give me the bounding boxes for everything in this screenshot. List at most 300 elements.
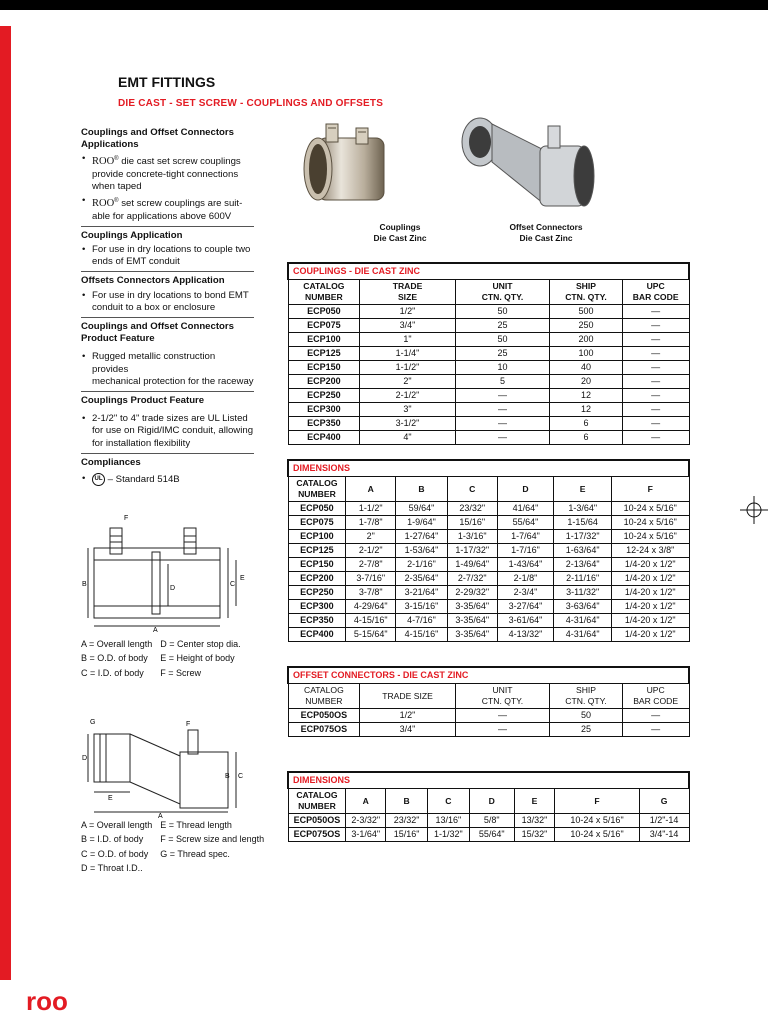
table-cell: 6 — [550, 417, 623, 431]
column-header — [346, 477, 396, 502]
table-cell: 1-3/64" — [554, 502, 612, 516]
table-cell: — — [622, 319, 689, 333]
catalog-number-cell: ECP200 — [288, 572, 346, 586]
column-header-line: BAR CODE — [632, 292, 679, 302]
dim-label-f: F — [124, 515, 129, 522]
table-cell: 20 — [550, 375, 623, 389]
table-row — [288, 558, 689, 572]
table-row — [288, 600, 689, 614]
table-cell: 3-63/64" — [554, 600, 612, 614]
column-header — [360, 280, 456, 305]
section-heading: Couplings and Offset Connectors Applications — [81, 127, 234, 151]
table-cell: 13/32" — [514, 814, 555, 828]
table-cell: 1-17/32" — [447, 544, 497, 558]
column-header-line: SHIP — [575, 281, 597, 291]
column-header-line: NUMBER — [305, 292, 343, 302]
table-cell: 50 — [455, 305, 549, 319]
dim-label-e: E — [108, 795, 113, 802]
table-cell: 1-53/64" — [396, 544, 448, 558]
dim-label-d: D — [170, 585, 176, 592]
column-header-line: CATALOG — [303, 281, 345, 291]
legend-item: B = I.D. of body — [81, 834, 144, 845]
table-cell: 10-24 x 5/16" — [555, 814, 639, 828]
table-cell: 200 — [550, 333, 623, 347]
table-title: COUPLINGS - DIE CAST ZINC — [288, 263, 689, 280]
table-cell: 5 — [455, 375, 549, 389]
table-cell: — — [622, 333, 689, 347]
table-row — [288, 502, 689, 516]
bullet-item: • UL – Standard 514B — [81, 473, 254, 486]
table-cell: 23/32" — [447, 502, 497, 516]
catalog-number-cell: ECP100 — [288, 530, 346, 544]
table-cell: 1/4-20 x 1/2" — [612, 628, 689, 642]
table-cell: 25 — [455, 347, 549, 361]
table-cell: 1-1/2" — [360, 361, 456, 375]
table-row — [288, 572, 689, 586]
table-cell: 1/2"-14 — [639, 814, 689, 828]
table-cell: 1-17/32" — [554, 530, 612, 544]
legend-item: C = O.D. of body — [81, 848, 149, 859]
column-header-line: SHIP — [575, 685, 597, 695]
section-product-feature — [81, 321, 254, 392]
page-subtitle: DIE CAST - SET SCREW - COUPLINGS AND OFFSETS — [118, 98, 384, 109]
table-cell: 2-1/8" — [497, 572, 554, 586]
bullet-item: • For use in dry locations to couple two ends of EMT conduit — [81, 244, 254, 268]
bullet-item: • Rugged metallic construction provides mechanical protection for the raceway — [81, 351, 254, 388]
svg-text:roo: roo — [26, 988, 68, 1016]
table-row — [288, 361, 689, 375]
table-cell: 1/4-20 x 1/2" — [612, 572, 689, 586]
section-heading: Offsets Connectors Application — [81, 275, 225, 287]
column-header-line: CATALOG — [304, 685, 344, 695]
catalog-number-cell: ECP075OS — [288, 828, 346, 842]
column-header-line: CTN. QTY. — [565, 292, 607, 302]
table-row — [288, 417, 689, 431]
section-heading: Couplings Application — [81, 229, 183, 241]
catalog-number-cell: ECP050OS — [288, 814, 346, 828]
column-header-line: A — [362, 795, 369, 806]
column-header-line: E — [579, 483, 586, 494]
dim-label-a: A — [153, 627, 158, 634]
section-heading: Compliances — [81, 456, 141, 468]
catalog-number-cell: ECP075OS — [288, 723, 360, 737]
catalog-number-cell: ECP400 — [288, 628, 346, 642]
top-black-bar — [0, 0, 768, 10]
table-row — [288, 544, 689, 558]
couplings-dimensions-table — [287, 459, 690, 642]
offset-connector-drawing — [80, 712, 250, 818]
column-header-line: C — [445, 795, 452, 806]
table-cell: 3-21/64" — [396, 586, 448, 600]
catalog-number-cell: ECP250 — [288, 389, 360, 403]
table-cell: 41/64" — [497, 502, 554, 516]
table-cell: — — [455, 417, 549, 431]
column-header-line: CATALOG — [296, 790, 338, 800]
bullet-item: • ROO® die cast set screw couplings provide concrete-tight connections when taped — [81, 153, 254, 193]
table-row — [288, 319, 689, 333]
section-compliances — [81, 457, 254, 486]
table-cell: 12 — [550, 389, 623, 403]
table-cell: 10-24 x 5/16" — [612, 502, 689, 516]
legend-item: D = Throat I.D.. — [81, 863, 143, 874]
column-header-line: UNIT — [492, 281, 513, 291]
page-title: EMT FITTINGS — [118, 74, 216, 90]
bullet-item: • ROO® set screw couplings are suit- able for applications above 600V — [81, 195, 254, 223]
column-header — [550, 684, 623, 709]
table-cell: 55/64" — [497, 516, 554, 530]
legend-item: F = Screw — [160, 667, 202, 678]
table-cell: 40 — [550, 361, 623, 375]
table-row — [288, 814, 689, 828]
table-cell: 5/8" — [469, 814, 514, 828]
catalog-number-cell: ECP050 — [288, 305, 360, 319]
section-offsets-application — [81, 275, 254, 318]
table-cell: 3-15/16" — [396, 600, 448, 614]
column-header — [514, 789, 555, 814]
table-cell: 3-35/64" — [447, 600, 497, 614]
column-header-line: CTN. QTY. — [481, 696, 524, 706]
table-row — [288, 403, 689, 417]
catalog-number-cell: ECP125 — [288, 347, 360, 361]
legend-row — [81, 847, 272, 861]
column-header-line: F — [594, 795, 600, 806]
table-row — [288, 828, 689, 842]
table-cell: 23/32" — [386, 814, 428, 828]
table-row — [288, 375, 689, 389]
coupling-legend — [81, 637, 249, 680]
catalog-number-cell: ECP300 — [288, 403, 360, 417]
table-cell: 3-61/64" — [497, 614, 554, 628]
table-cell: — — [455, 403, 549, 417]
table-cell: — — [622, 417, 689, 431]
coupling-drawing — [80, 508, 250, 634]
legend-row — [81, 832, 272, 846]
table-cell: — — [622, 305, 689, 319]
table-cell: 1-9/64" — [396, 516, 448, 530]
column-header-line: UNIT — [492, 685, 513, 695]
column-header — [288, 477, 346, 502]
column-header — [555, 789, 639, 814]
table-cell: 59/64" — [396, 502, 448, 516]
legend-item: C = I.D. of body — [81, 667, 144, 678]
table-cell: — — [622, 403, 689, 417]
table-cell: — — [622, 361, 689, 375]
table-cell: 3-35/64" — [447, 628, 497, 642]
legend-item: G = Thread spec. — [160, 848, 230, 859]
column-header-line: D — [488, 795, 495, 806]
catalog-number-cell: ECP400 — [288, 431, 360, 445]
offset-photo-caption: Offset Connectors Die Cast Zinc — [509, 222, 583, 243]
roo-logo-icon — [26, 988, 78, 1016]
table-cell: — — [622, 389, 689, 403]
table-row — [288, 305, 689, 319]
section-heading: Couplings and Offset Connectors Product Feature — [81, 321, 234, 345]
table-cell: 2-29/32" — [447, 586, 497, 600]
column-header — [386, 789, 428, 814]
table-cell: 1-27/64" — [396, 530, 448, 544]
table-cell: 3-1/64" — [346, 828, 386, 842]
table-cell: 10-24 x 5/16" — [612, 530, 689, 544]
table-cell: 500 — [550, 305, 623, 319]
table-cell: 1-63/64" — [554, 544, 612, 558]
column-header-line: UPC — [646, 281, 665, 291]
table-cell: 2" — [360, 375, 456, 389]
column-header-line: BAR CODE — [633, 696, 679, 706]
column-header-line: C — [469, 483, 476, 494]
table-cell: 1-7/8" — [346, 516, 396, 530]
dim-label-g: G — [90, 719, 96, 726]
table-cell: 3-1/2" — [360, 417, 456, 431]
table-cell: 2-1/2" — [360, 389, 456, 403]
catalog-number-cell: ECP075 — [288, 516, 346, 530]
column-header-line: D — [522, 483, 529, 494]
table-cell: 50 — [455, 333, 549, 347]
table-cell: 3" — [360, 403, 456, 417]
left-red-bar — [0, 26, 11, 980]
dim-label-c: C — [230, 581, 236, 588]
table-cell: 3-35/64" — [447, 614, 497, 628]
table-cell: 2-13/64" — [554, 558, 612, 572]
legend-item: E = Height of body — [160, 653, 235, 664]
column-header — [360, 684, 455, 709]
dim-label-c: C — [238, 773, 244, 780]
catalog-number-cell: ECP350 — [288, 614, 346, 628]
column-header — [288, 280, 360, 305]
table-cell: 1-49/64" — [447, 558, 497, 572]
table-cell: 3/4"-14 — [639, 828, 689, 842]
catalog-number-cell: ECP050OS — [288, 709, 360, 723]
table-cell: 10 — [455, 361, 549, 375]
column-header-line: CTN. QTY. — [481, 292, 524, 302]
section-couplings-feature — [81, 395, 254, 454]
table-cell: 3/4" — [360, 723, 455, 737]
table-row — [288, 389, 689, 403]
legend-row — [81, 651, 249, 665]
column-header — [455, 684, 549, 709]
table-cell: 6 — [550, 431, 623, 445]
legend-item: A = Overall length — [81, 639, 153, 649]
catalog-number-cell: ECP150 — [288, 558, 346, 572]
catalog-number-cell: ECP200 — [288, 375, 360, 389]
table-cell: 1/4-20 x 1/2" — [612, 586, 689, 600]
legend-row — [81, 637, 249, 651]
table-cell: 2-7/32" — [447, 572, 497, 586]
table-cell: 4-13/32" — [497, 628, 554, 642]
table-cell: 3-7/8" — [346, 586, 396, 600]
section-couplings-application — [81, 230, 254, 273]
couplings-table — [287, 262, 690, 445]
legend-item: B = O.D. of body — [81, 653, 148, 664]
column-header-line: CTN. QTY. — [565, 696, 607, 706]
table-cell: 4" — [360, 431, 456, 445]
table-cell: — — [455, 389, 549, 403]
legend-row — [81, 666, 249, 680]
column-header-line: NUMBER — [305, 696, 343, 706]
column-header — [288, 789, 346, 814]
table-cell: 100 — [550, 347, 623, 361]
catalog-number-cell: ECP150 — [288, 361, 360, 375]
table-cell: — — [622, 709, 689, 723]
legend-row — [81, 818, 272, 832]
sidebar — [81, 127, 254, 486]
table-cell: 4-29/64" — [346, 600, 396, 614]
bullet-item: • For use in dry locations to bond EMT conduit to a box or enclosure — [81, 290, 254, 314]
column-header — [554, 477, 612, 502]
table-cell: 1/4-20 x 1/2" — [612, 614, 689, 628]
table-cell: 1-7/64" — [497, 530, 554, 544]
column-header-line: TRADE SIZE — [382, 690, 433, 701]
column-header — [455, 280, 549, 305]
column-header-line: CATALOG — [296, 478, 338, 488]
table-cell: 15/32" — [514, 828, 555, 842]
table-cell: 1-7/16" — [497, 544, 554, 558]
table-cell: 5-15/64" — [346, 628, 396, 642]
table-row — [288, 586, 689, 600]
table-cell: 4-31/64" — [554, 628, 612, 642]
table-cell: 4-31/64" — [554, 614, 612, 628]
table-cell: 25 — [550, 723, 623, 737]
table-cell: 1-15/64 — [554, 516, 612, 530]
table-cell: 4-15/16" — [396, 628, 448, 642]
coupling-photo — [296, 116, 406, 216]
offset-legend — [81, 818, 272, 876]
legend-item: E = Thread length — [160, 820, 232, 830]
legend-row — [81, 861, 272, 875]
dim-label-f: F — [186, 721, 191, 728]
table-cell: 2-7/8" — [346, 558, 396, 572]
table-cell: 1-3/16" — [447, 530, 497, 544]
table-row — [288, 431, 689, 445]
column-header-line: E — [531, 795, 538, 806]
table-cell: 4-7/16" — [396, 614, 448, 628]
table-cell: 12-24 x 3/8" — [612, 544, 689, 558]
table-cell: 2-1/16" — [396, 558, 448, 572]
catalog-number-cell: ECP300 — [288, 600, 346, 614]
column-header-line: NUMBER — [298, 801, 336, 811]
column-header — [639, 789, 689, 814]
table-cell: 1-1/32" — [427, 828, 469, 842]
table-cell: 4-15/16" — [346, 614, 396, 628]
column-header-line: B — [418, 483, 425, 494]
table-cell: 3-11/32" — [554, 586, 612, 600]
table-cell: — — [455, 709, 549, 723]
registration-mark-icon — [740, 496, 768, 524]
table-cell: 3/4" — [360, 319, 456, 333]
catalog-number-cell: ECP125 — [288, 544, 346, 558]
table-cell: 1" — [360, 333, 456, 347]
legend-item: A = Overall length — [81, 820, 153, 830]
table-row — [288, 333, 689, 347]
table-cell: 50 — [550, 709, 623, 723]
table-cell: 1-43/64" — [497, 558, 554, 572]
table-cell: 10-24 x 5/16" — [555, 828, 639, 842]
catalog-number-cell: ECP350 — [288, 417, 360, 431]
column-header-line: SIZE — [397, 292, 418, 302]
column-header — [447, 477, 497, 502]
table-cell: — — [622, 375, 689, 389]
table-cell: — — [622, 347, 689, 361]
table-cell: — — [455, 431, 549, 445]
table-cell: 55/64" — [469, 828, 514, 842]
table-cell: 12 — [550, 403, 623, 417]
column-header-line: NUMBER — [298, 489, 336, 499]
ul-listed-icon: UL — [92, 473, 105, 486]
table-cell: 25 — [455, 319, 549, 333]
table-cell: 10-24 x 5/16" — [612, 516, 689, 530]
table-title: DIMENSIONS — [288, 772, 689, 789]
column-header — [612, 477, 689, 502]
dim-label-b: B — [225, 773, 230, 780]
offset-dimensions-table — [287, 771, 690, 842]
table-row — [288, 347, 689, 361]
column-header — [550, 280, 623, 305]
table-row — [288, 516, 689, 530]
offset-connectors-table — [287, 666, 690, 737]
bullet-item: • 2-1/2" to 4" trade sizes are UL Listed for use on Rigid/IMC conduit, allowing for installation flexibility — [81, 413, 254, 450]
column-header — [288, 684, 360, 709]
column-header-line: B — [403, 795, 410, 806]
column-header — [469, 789, 514, 814]
column-header — [497, 477, 554, 502]
column-header-line: A — [367, 483, 374, 494]
table-cell: 1-1/2" — [346, 502, 396, 516]
table-cell: — — [622, 431, 689, 445]
table-cell: 3-7/16" — [346, 572, 396, 586]
dim-label-d: D — [82, 755, 88, 762]
table-cell: 1-1/4" — [360, 347, 456, 361]
table-row — [288, 530, 689, 544]
legend-item: F = Screw size and length — [160, 834, 265, 845]
column-header — [396, 477, 448, 502]
column-header — [622, 280, 689, 305]
section-applications — [81, 127, 254, 227]
table-row — [288, 709, 689, 723]
dim-label-b: B — [82, 581, 87, 588]
column-header-line: G — [660, 795, 668, 806]
table-cell: 1/2" — [360, 305, 456, 319]
table-cell: 15/16" — [447, 516, 497, 530]
offset-connector-photo — [452, 112, 602, 216]
table-cell: 3-27/64" — [497, 600, 554, 614]
table-cell: — — [455, 723, 549, 737]
coupling-photo-caption: Couplings Die Cast Zinc — [373, 222, 427, 243]
table-cell: 2-3/4" — [497, 586, 554, 600]
table-cell: — — [622, 723, 689, 737]
dim-label-e: E — [240, 575, 245, 582]
table-title: DIMENSIONS — [288, 460, 689, 477]
column-header-line: F — [647, 483, 653, 494]
table-row — [288, 628, 689, 642]
column-header — [346, 789, 386, 814]
table-title: OFFSET CONNECTORS - DIE CAST ZINC — [288, 667, 689, 684]
column-header-line: TRADE — [392, 281, 423, 291]
catalog-number-cell: ECP050 — [288, 502, 346, 516]
table-cell: 2-1/2" — [346, 544, 396, 558]
table-cell: 2" — [346, 530, 396, 544]
table-cell: 2-11/16" — [554, 572, 612, 586]
section-heading: Couplings Product Feature — [81, 395, 205, 407]
table-row — [288, 723, 689, 737]
legend-item: D = Center stop dia. — [160, 639, 241, 649]
table-cell: 13/16" — [427, 814, 469, 828]
catalog-number-cell: ECP100 — [288, 333, 360, 347]
table-cell: 15/16" — [386, 828, 428, 842]
dim-label-a: A — [158, 813, 163, 818]
table-cell: 1/2" — [360, 709, 455, 723]
catalog-number-cell: ECP075 — [288, 319, 360, 333]
legend-item — [160, 861, 272, 875]
column-header — [622, 684, 689, 709]
